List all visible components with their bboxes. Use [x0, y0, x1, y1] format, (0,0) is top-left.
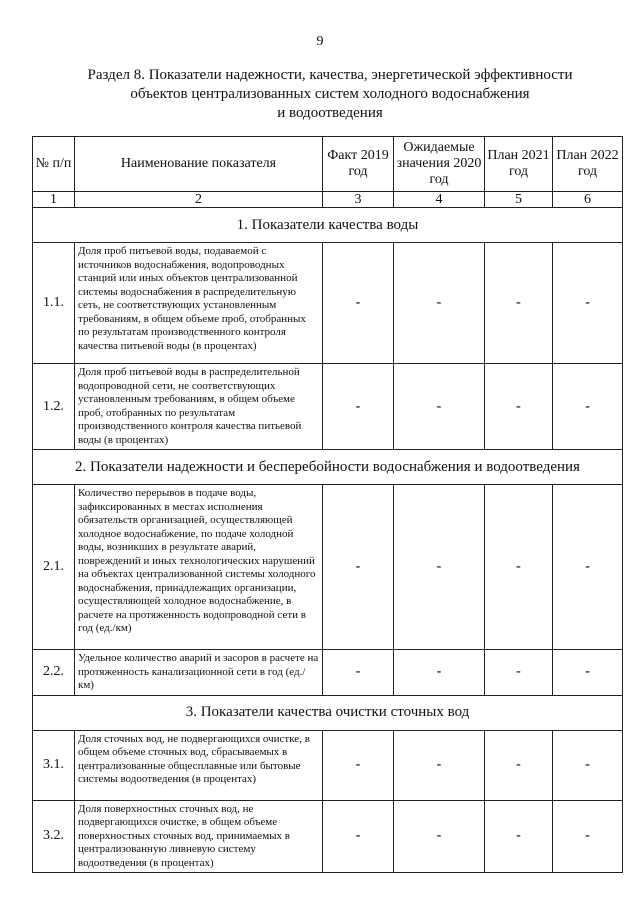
value-expected-2020: - [394, 243, 485, 364]
row-number: 3.1. [33, 730, 75, 800]
table-row [33, 650, 623, 696]
header-plan-2021: План 2021 год [485, 137, 553, 192]
table-row [33, 800, 623, 873]
value-fact-2019: - [323, 650, 394, 696]
value-plan-2022: - [553, 485, 623, 650]
section-title [40, 66, 620, 123]
table-row [33, 730, 623, 800]
value-plan-2022: - [553, 243, 623, 364]
indicator-name: Количество перерывов в подаче воды, зафиксированных в местах исполнения обязательств организацией, осуществляющей холодное водоснабжение, по подаче холодной воды, возникших в результате аварий, повреждений и иных технологических нарушений на объектах централизованной системы холодного водоснабжения, принадлежащих организации, осуществляющей холодное водоснабжение, в расчете на протяженность водопроводной сети в год (ед./км) [75, 485, 323, 650]
column-index: 2 [75, 192, 323, 208]
value-plan-2022: - [553, 650, 623, 696]
value-plan-2021: - [485, 730, 553, 800]
value-plan-2021: - [485, 243, 553, 364]
indicator-name: Доля проб питьевой воды, подаваемой с источников водоснабжения, водопроводных станций или иных объектов централизованной системы водоснабжения в распределительную сеть, не соответствующих установленным требованиям, в общем объеме проб, отобранных по результатам производственного контроля качества питьевой воды (в процентах) [75, 243, 323, 364]
section-title-line: Раздел 8. Показатели надежности, качества, энергетической эффективности [87, 67, 573, 83]
indicators-table [32, 136, 623, 873]
value-fact-2019: - [323, 243, 394, 364]
group-heading-row [33, 450, 623, 485]
column-index: 4 [394, 192, 485, 208]
table-row [33, 485, 623, 650]
header-expected: Ожидаемые значения 2020 год [394, 137, 485, 192]
indicator-name: Доля проб питьевой воды в распределительной водопроводной сети, не соответствующих установленным требованиям, в общем объеме проб, отобранных по результатам производственного контроля качества питьевой воды (в процентах) [75, 364, 323, 450]
group-heading: 3. Показатели качества очистки сточных вод [33, 695, 623, 730]
row-number: 2.2. [33, 650, 75, 696]
column-index: 1 [33, 192, 75, 208]
header-num: № п/п [33, 137, 75, 192]
value-plan-2022: - [553, 364, 623, 450]
header-fact: Факт 2019 год [323, 137, 394, 192]
value-fact-2019: - [323, 800, 394, 873]
page-number: 9 [316, 34, 324, 49]
column-index: 5 [485, 192, 553, 208]
value-plan-2021: - [485, 485, 553, 650]
column-index: 6 [553, 192, 623, 208]
value-expected-2020: - [394, 364, 485, 450]
column-index-row [33, 192, 623, 208]
header-name: Наименование показателя [75, 137, 323, 192]
value-fact-2019: - [323, 730, 394, 800]
indicator-name: Удельное количество аварий и засоров в расчете на протяженность канализационной сети в год (ед./км) [75, 650, 323, 696]
table-row [33, 243, 623, 364]
row-number: 1.1. [33, 243, 75, 364]
value-expected-2020: - [394, 800, 485, 873]
column-index: 3 [323, 192, 394, 208]
section-title-line: объектов централизованных систем холодного водоснабжения [130, 86, 530, 102]
row-number: 3.2. [33, 800, 75, 873]
value-expected-2020: - [394, 485, 485, 650]
row-number: 2.1. [33, 485, 75, 650]
table-row [33, 364, 623, 450]
value-expected-2020: - [394, 650, 485, 696]
value-plan-2022: - [553, 800, 623, 873]
header-plan-2022: План 2022 год [553, 137, 623, 192]
group-heading-row [33, 695, 623, 730]
value-plan-2021: - [485, 650, 553, 696]
value-plan-2021: - [485, 800, 553, 873]
value-expected-2020: - [394, 730, 485, 800]
row-number: 1.2. [33, 364, 75, 450]
indicator-name: Доля поверхностных сточных вод, не подвергающихся очистке, в общем объеме поверхностных сточных вод, принимаемых в централизованную ливневую систему водоотведения (в процентах) [75, 800, 323, 873]
indicator-name: Доля сточных вод, не подвергающихся очистке, в общем объеме сточных вод, сбрасываемых в централизованные общесплавные или бытовые системы водоотведения (в процентах) [75, 730, 323, 800]
table-header-row [33, 137, 623, 192]
value-fact-2019: - [323, 364, 394, 450]
section-title-line: и водоотведения [277, 105, 383, 121]
group-heading: 2. Показатели надежности и бесперебойности водоснабжения и водоотведения [33, 450, 623, 485]
value-fact-2019: - [323, 485, 394, 650]
group-heading-row [33, 208, 623, 243]
group-heading: 1. Показатели качества воды [33, 208, 623, 243]
value-plan-2021: - [485, 364, 553, 450]
value-plan-2022: - [553, 730, 623, 800]
